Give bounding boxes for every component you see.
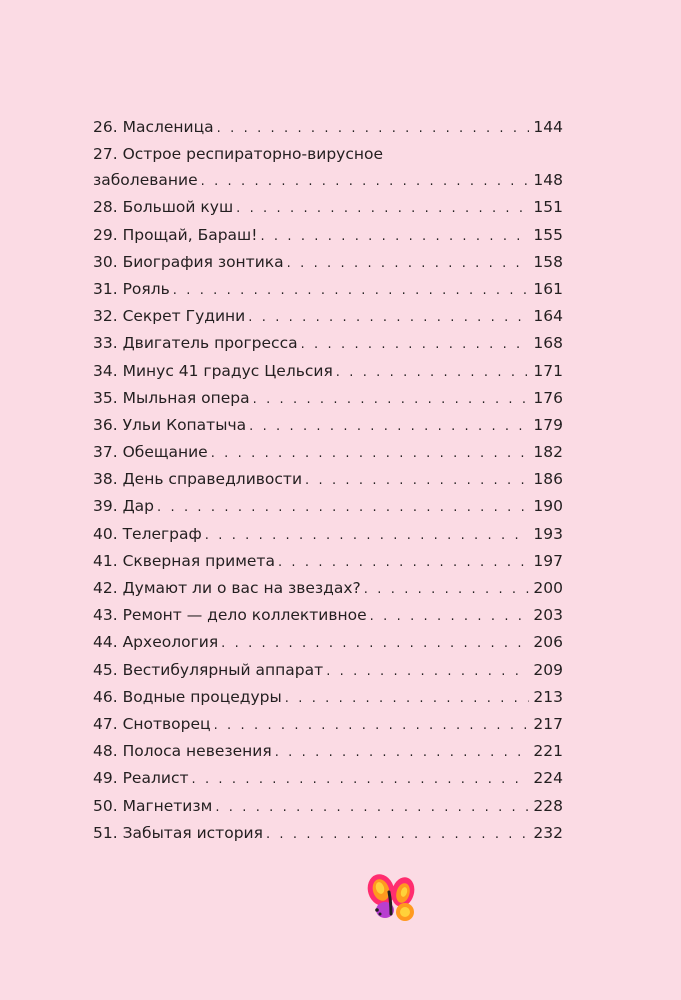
dot-leader xyxy=(157,494,529,521)
toc-entry[interactable] xyxy=(93,521,563,548)
toc-entry[interactable] xyxy=(93,249,563,276)
toc-entry[interactable] xyxy=(93,167,563,194)
toc-entry-page: 203 xyxy=(533,606,563,625)
toc-entry-page: 190 xyxy=(533,497,563,516)
toc-entry-title: 41. Скверная примета xyxy=(93,551,275,570)
toc-entry-page: 221 xyxy=(533,742,563,761)
dot-leader xyxy=(201,168,530,195)
toc-entry-title: 49. Реалист xyxy=(93,769,189,788)
dot-leader xyxy=(236,195,529,222)
toc-entry-line1[interactable] xyxy=(93,141,563,167)
toc-entry-title: 31. Рояль xyxy=(93,279,170,298)
toc-entry-title: 35. Мыльная опера xyxy=(93,388,250,407)
toc-entry-page: 200 xyxy=(533,579,563,597)
toc-entry-page: 155 xyxy=(533,225,563,244)
toc-entry[interactable] xyxy=(93,602,563,629)
toc-entry-title: заболевание xyxy=(93,171,198,190)
toc-entry-title: 36. Ульи Копатыча xyxy=(93,415,247,434)
toc-entry-title: 26. Масленица xyxy=(93,118,214,136)
toc-entry-page: 161 xyxy=(533,279,563,298)
dot-leader xyxy=(266,821,529,848)
toc-entry-title: 51. Забытая история xyxy=(93,823,263,842)
toc-entry-page: 197 xyxy=(533,551,563,570)
dot-leader xyxy=(192,766,530,793)
toc-entry-page: 176 xyxy=(533,388,563,407)
toc-entry-page: 232 xyxy=(533,823,563,842)
toc-entry[interactable] xyxy=(93,330,563,357)
toc-entry[interactable] xyxy=(93,548,563,575)
dot-leader xyxy=(249,413,529,440)
toc-entry[interactable] xyxy=(93,194,563,221)
dot-leader xyxy=(336,359,530,386)
dot-leader xyxy=(287,250,530,277)
dot-leader xyxy=(364,576,530,603)
toc-entry-page: 179 xyxy=(533,415,563,434)
toc-entry[interactable] xyxy=(93,711,563,738)
dot-leader xyxy=(326,658,529,685)
toc-entry-title: 48. Полоса невезения xyxy=(93,742,272,761)
toc-entry-page: 217 xyxy=(533,714,563,733)
toc-entry-page: 168 xyxy=(533,334,563,353)
toc-entry-page: 171 xyxy=(533,361,563,380)
butterfly-icon xyxy=(365,872,419,924)
toc-entry[interactable] xyxy=(93,222,563,249)
toc-entry-title: 46. Водные процедуры xyxy=(93,687,282,706)
toc-entry-title: 28. Большой куш xyxy=(93,198,234,217)
dot-leader xyxy=(221,630,529,657)
toc-entry[interactable] xyxy=(93,412,563,439)
dot-leader xyxy=(305,467,529,494)
dot-leader xyxy=(301,331,530,358)
toc-entry-title: 37. Обещание xyxy=(93,443,208,462)
toc-entry-page: 206 xyxy=(533,633,563,652)
dot-leader xyxy=(214,712,530,739)
dot-leader xyxy=(211,440,530,467)
toc-entry[interactable] xyxy=(93,684,563,711)
toc-entry[interactable] xyxy=(93,657,563,684)
toc-entry[interactable] xyxy=(93,385,563,412)
toc-entry-title: 47. Снотворец xyxy=(93,714,211,733)
toc-entry-page: 186 xyxy=(533,470,563,489)
toc-entry-title: 45. Вестибулярный аппарат xyxy=(93,660,324,679)
toc-entry[interactable] xyxy=(93,358,563,385)
dot-leader xyxy=(253,386,530,413)
toc-entry[interactable] xyxy=(93,738,563,765)
toc-entry-page: 144 xyxy=(533,118,563,136)
toc-entry-title-line1: 27. Острое респираторно-вирусное xyxy=(93,145,384,164)
toc-entry-title: 50. Магнетизм xyxy=(93,796,213,815)
toc-entry[interactable] xyxy=(93,493,563,520)
toc-entry-title: 29. Прощай, Бараш! xyxy=(93,225,258,244)
toc-entry-title: 42. Думают ли о вас на звездах? xyxy=(93,579,361,597)
toc-entry[interactable] xyxy=(93,114,563,141)
dot-leader xyxy=(275,739,530,766)
toc-entry[interactable] xyxy=(93,793,563,820)
toc-entry-page: 209 xyxy=(533,660,563,679)
toc-entry-title: 32. Секрет Гудини xyxy=(93,307,246,326)
toc-entry-page: 224 xyxy=(533,769,563,788)
dot-leader xyxy=(285,685,530,712)
toc-entry-title: 38. День справедливости xyxy=(93,470,303,489)
toc-entry-page: 213 xyxy=(533,687,563,706)
dot-leader xyxy=(370,603,530,630)
toc-entry[interactable] xyxy=(93,765,563,792)
toc-entry-title: 43. Ремонт — дело коллективное xyxy=(93,606,367,625)
toc-entry-page: 158 xyxy=(533,252,563,271)
toc-entry-page: 164 xyxy=(533,307,563,326)
toc-entry-title: 40. Телеграф xyxy=(93,524,202,543)
dot-leader xyxy=(173,277,530,304)
toc-entry-page: 148 xyxy=(533,171,563,190)
toc-entry[interactable] xyxy=(93,439,563,466)
table-of-contents xyxy=(93,114,563,847)
toc-entry[interactable] xyxy=(93,629,563,656)
toc-entry-title: 34. Минус 41 градус Цельсия xyxy=(93,361,333,380)
dot-leader xyxy=(260,223,529,250)
toc-entry-page: 193 xyxy=(533,524,563,543)
dot-leader xyxy=(217,115,530,142)
toc-entry[interactable] xyxy=(93,575,563,602)
dot-leader xyxy=(205,522,530,549)
dot-leader xyxy=(215,794,529,821)
toc-entry[interactable] xyxy=(93,820,563,847)
toc-entry-page: 228 xyxy=(533,796,563,815)
dot-leader xyxy=(248,304,529,331)
toc-entry-title: 33. Двигатель прогресса xyxy=(93,334,298,353)
toc-entry[interactable] xyxy=(93,303,563,330)
toc-entry-title: 30. Биография зонтика xyxy=(93,252,284,271)
dot-leader xyxy=(278,549,529,576)
toc-entry-title: 39. Дар xyxy=(93,497,155,516)
toc-entry[interactable] xyxy=(93,276,563,303)
toc-entry[interactable] xyxy=(93,466,563,493)
toc-entry-page: 182 xyxy=(533,443,563,462)
toc-entry-page: 151 xyxy=(533,198,563,217)
toc-entry-title: 44. Археология xyxy=(93,633,219,652)
